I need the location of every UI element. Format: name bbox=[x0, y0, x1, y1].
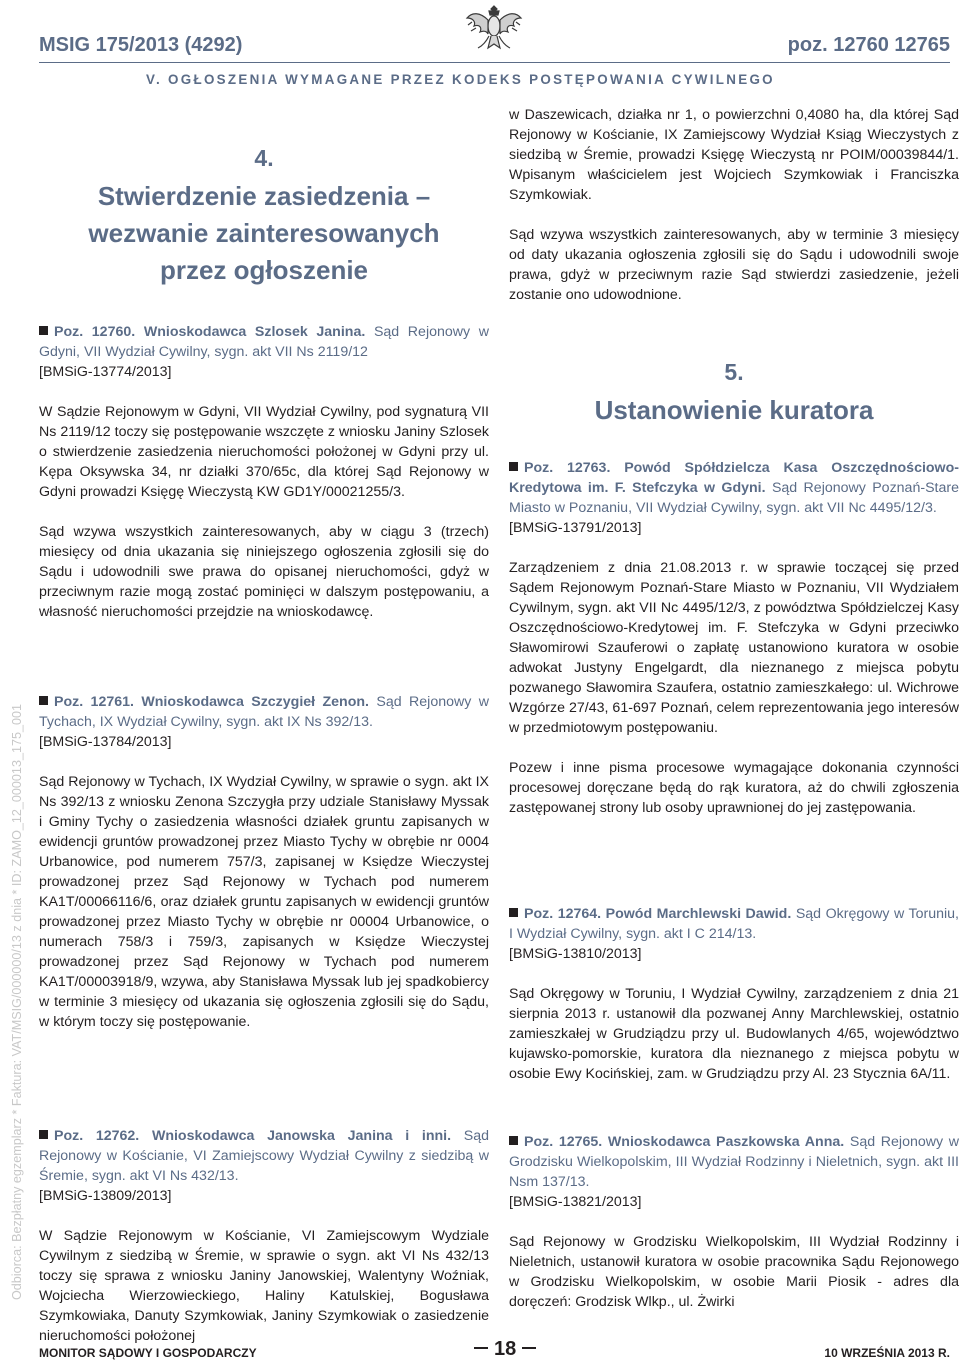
notice-12765-title: Poz. 12765. Wnioskodawca Paszkowska Anna. bbox=[524, 1134, 845, 1150]
notice-12762-court: Sąd Rejonowy w Kościanie, VI Zamiejscowy Wydział Cywilny z siedzibą w Śremie, sygn. akt VI Ns 432/13. bbox=[39, 1128, 489, 1184]
footer-publication-name: MONITOR SĄDOWY I GOSPODARCZY bbox=[39, 1346, 257, 1360]
page-dash bbox=[474, 1347, 488, 1349]
notice-12765-ref: [BMSiG-13821/2013] bbox=[509, 1194, 642, 1210]
notice-12761-court: Sąd Rejonowy w Tychach, IX Wydział Cywilny, sygn. akt IX Ns 392/13. bbox=[39, 694, 489, 730]
bullet-square-icon bbox=[509, 462, 518, 471]
notice-12764-header bbox=[509, 904, 959, 944]
page-number-value: 18 bbox=[494, 1338, 517, 1360]
notice-12765-body: Sąd Rejonowy w Grodzisku Wielkopolskim, III Wydział Rodzinny i Nieletnich, ustanowił kuratora w osobie pracownika Sądu Rejonowego w Grodzisku Wielkopolskim, w osobie Marii Piosik - adres dla doręczeń: Grodzisk Wlkp., ul. Żwirki bbox=[509, 1234, 959, 1310]
position-range: poz. 12760 12765 bbox=[787, 34, 950, 56]
bullet-square-icon bbox=[39, 1130, 48, 1139]
header-divider bbox=[39, 62, 950, 63]
notice-12760-ref: [BMSiG-13774/2013] bbox=[39, 364, 172, 380]
notice-12760 bbox=[39, 322, 489, 622]
notice-12762-continuation bbox=[509, 105, 959, 305]
notice-12762-title: Poz. 12762. Wnioskodawca Janowska Janina i inni. bbox=[54, 1128, 452, 1144]
notice-12761-body: Sąd Rejonowy w Tychach, IX Wydział Cywilny, w sprawie o sygn. akt IX Ns 392/13 z wniosku Zenona Szczygła przy udziale Stanisławy Myssak i Gminy Tychy o zasiedzenia własności działek gruntu zapisanych w ewidencji gruntów prowadzonej przez Miasto Tychy w obrębie nr 0004 Urbanowice, pod numerem 757/3, zapisanej w Księdze Wieczystej prowadzonej przez Sąd Rejonowy w Tychach pod numerem KA1T/00066116/6, oraz działek gruntu zapisanych w ewidencji gruntów prowadzonej przez Miasto Tychy w obrębie nr 00004 Urbanowice, o numerach 758/3 i 759/3, zapisanych w Księdze Wieczystej prowadzonej przez Sąd Rejonowy w Tychach pod numerem KA1T/00003918/9, wzywa, aby Stanisława Myssak lub jej spadkobiercy w terminie 3 miesięcy od ukazania się ogłoszenia zgłosili się do Sądu, w którym toczy się postępowanie. bbox=[39, 774, 489, 1030]
notice-12765 bbox=[509, 1132, 959, 1312]
notice-12763-header bbox=[509, 458, 959, 518]
section-heading: V. OGŁOSZENIA WYMAGANE PRZEZ KODEKS POSTĘPOWANIA CYWILNEGO bbox=[146, 72, 775, 87]
notice-12762-ref: [BMSiG-13809/2013] bbox=[39, 1188, 172, 1204]
notice-12761-ref: [BMSiG-13784/2013] bbox=[39, 734, 172, 750]
section-4-title-line: Stwierdzenie zasiedzenia – bbox=[97, 181, 431, 211]
footer-date: 10 WRZEŚNIA 2013 R. bbox=[824, 1346, 950, 1360]
notice-12765-court: Sąd Rejonowy w Grodzisku Wielkopolskim, III Wydział Rodzinny i Nieletnich, sygn. akt III Nsm 137/13. bbox=[509, 1134, 959, 1190]
notice-12762 bbox=[39, 1126, 489, 1346]
page-number bbox=[468, 1338, 542, 1361]
notice-12761-title: Poz. 12761. Wnioskodawca Szczygieł Zenon. bbox=[54, 694, 369, 710]
left-column bbox=[39, 142, 489, 289]
notice-12761 bbox=[39, 692, 489, 1032]
bullet-square-icon bbox=[509, 1136, 518, 1145]
notice-12760-court: Sąd Rejonowy w Gdyni, VII Wydział Cywilny, sygn. akt VII Ns 2119/12 bbox=[39, 324, 489, 360]
section-4-title-line: przez ogłoszenie bbox=[159, 255, 369, 285]
section-5-header bbox=[509, 356, 959, 429]
continuation-summons: Sąd wzywa wszystkich zainteresowanych, aby w terminie 3 miesięcy od daty ukazania ogłoszenia zgłosili się do Sądu i udowodnili swoje prawa, gdyż w przeciwnym razie Sąd stwierdzi zasiedzenie, jeżeli zostanie ono udowodnione. bbox=[509, 227, 959, 303]
notice-12763 bbox=[509, 458, 959, 818]
notice-12764-ref: [BMSiG-13810/2013] bbox=[509, 946, 642, 962]
notice-12765-header bbox=[509, 1132, 959, 1192]
section-5-number: 5. bbox=[724, 359, 744, 385]
notice-12763-body-2: Pozew i inne pisma procesowe wymagające dokonania czynności procesowej doręczane będą do rąk kuratora, aż do chwili zgłoszenia zastępowanej strony lub osoby uprawnionej do jej zastępowania. bbox=[509, 760, 959, 816]
notice-12763-court: Sąd Rejonowy Poznań-Stare Miasto w Poznaniu, VII Wydział Cywilny, sygn. akt VII Nc 4495/12/3. bbox=[509, 480, 959, 516]
notice-12760-body: W Sądzie Rejonowym w Gdyni, VII Wydział Cywilny, pod sygnaturą VII Ns 2119/12 toczy się postępowanie wszczęte z wniosku Janiny Szlosek o stwierdzenie zasiedzenia nieruchomości położonej w Gdyni przy ul. Kępa Oksywska 34, nr działki 370/65c, dla której Sąd Rejonowy w Gdyni prowadzi Księgę Wieczystą KW GD1Y/00021255/3. bbox=[39, 404, 489, 500]
section-5-title: Ustanowienie kuratora bbox=[594, 395, 874, 425]
vertical-watermark: Odbiorca: Bezpłatny egzemplarz * Faktura: VAT/MSIG/000000/13 z dnia * ID: ZAMO_12_000013_175_001 bbox=[10, 704, 24, 1300]
bullet-square-icon bbox=[39, 326, 48, 335]
bullet-square-icon bbox=[39, 696, 48, 705]
notice-12764-court: Sąd Okręgowy w Toruniu, I Wydział Cywilny, sygn. akt I C 214/13. bbox=[509, 906, 959, 942]
section-4-title-line: wezwanie zainteresowanych bbox=[88, 218, 440, 248]
section-4-number: 4. bbox=[254, 145, 274, 171]
bullet-square-icon bbox=[509, 908, 518, 917]
section-4-title bbox=[39, 178, 489, 289]
notice-12761-header bbox=[39, 692, 489, 732]
notice-12760-summons: Sąd wzywa wszystkich zainteresowanych, aby w ciągu 3 (trzech) miesięcy od dnia ukazania się niniejszego ogłoszenia zgłosili się do Sądu i udowodnili swe prawa do opisanej nieruchomości, gdyż w przeciwnym razie mogą zostać pominięci w dalszym postępowaniu, a własność nieruchomości przejdzie na wnioskodawcę. bbox=[39, 524, 489, 620]
notice-12760-title: Poz. 12760. Wnioskodawca Szlosek Janina. bbox=[54, 324, 366, 340]
eagle-emblem-icon bbox=[464, 2, 524, 56]
page-dash bbox=[522, 1347, 536, 1349]
notice-12760-header bbox=[39, 322, 489, 362]
notice-12763-ref: [BMSiG-13791/2013] bbox=[509, 520, 642, 536]
notice-12762-header bbox=[39, 1126, 489, 1186]
notice-12764-title: Poz. 12764. Powód Marchlewski Dawid. bbox=[524, 906, 792, 922]
notice-12764-body: Sąd Okręgowy w Toruniu, I Wydział Cywilny, zarządzeniem z dnia 21 sierpnia 2013 r. ustanowił dla pozwanej Anny Marchlewskiej, ostatnio zamieszkałej w Grudziądzu przy ul. Budowlanych 4/65, województwo kujawsko-pomorskie, kuratora dla nieznanego z miejsca pobytu w osobie Ewy Kocińskiej, zam. w Grudziądzu przy Al. 23 Stycznia 6A/11. bbox=[509, 986, 959, 1082]
continuation-text: w Daszewicach, działka nr 1, o powierzchni 0,4080 ha, dla której Sąd Rejonowy w Kościanie, IX Zamiejscowy Wydział Ksiąg Wieczystych z siedzibą w Śremie, prowadzi Księgę Wieczystą nr POIM/00039844/1. Wpisanym właścicielem jest Wojciech Szymkowiak i Franciszka Szymkowiak. bbox=[509, 107, 959, 203]
publication-id: MSIG 175/2013 (4292) bbox=[39, 34, 243, 56]
notice-12763-title: Poz. 12763. Powód Spółdzielcza Kasa Oszczędnościowo-Kredytowa im. F. Stefczyka w Gdyni. bbox=[509, 460, 959, 496]
notice-12762-body: W Sądzie Rejonowym w Kościanie, VI Zamiejscowym Wydziale Cywilnym z siedzibą w Śremie, w sprawie o sygn. akt VI Ns 432/13 toczy się sprawa z wniosku Janiny Janowskiej, Walentyny Woźniak, Wojciecha Wierzowieckiego, Haliny Katulskiej, Bogusława Szymkowiaka, Danuty Szymkowiak, Janiny Szymkowiak o zasiedzenie nieruchomości położonej bbox=[39, 1228, 489, 1344]
notice-12763-body: Zarządzeniem z dnia 21.08.2013 r. w sprawie toczącej się przed Sądem Rejonowym Poznań-Stare Miasto w Poznaniu, VII Wydziałem Cywilnym, sygn. akt VII Nc 4495/12/3, z powództwa Spółdzielczej Kasy Oszczędnościowo-Kredytowej im. F. Stefczyka w Gdyni przeciwko Sławomirowi Szauferowi o zapłatę ustanowiono kuratora w osobie adwokat Justyny Engelgardt, dla nieznanego z miejsca pobytu pozwanego Sławomira Szaufera, ostatnio zamieszkałego: ul. Wichrowe Wzgórze 27/43, 61-697 Poznań, celem reprezentowania jego interesów w przedmiotowym postępowaniu. bbox=[509, 560, 959, 736]
notice-12764 bbox=[509, 904, 959, 1084]
